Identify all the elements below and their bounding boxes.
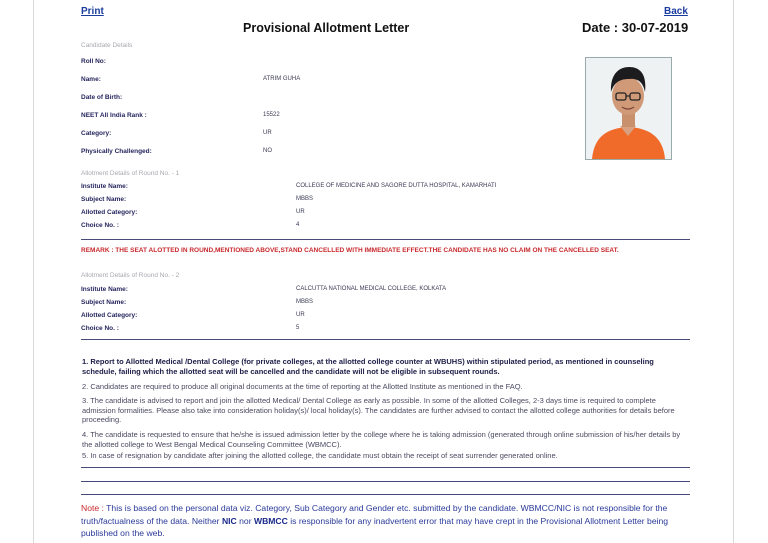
disclaimer-note [81, 502, 691, 540]
round2-choice-value: 5 [296, 325, 300, 331]
cancellation-remark: REMARK : THE SEAT ALOTTED IN ROUND,MENTIONED ABOVE,STAND CANCELLED WITH IMMEDIATE EFFECT.THE CANDIDATE HAS NO CLAIM ON THE CANCELLED SEAT. [81, 247, 619, 254]
category-label: Category: [81, 130, 112, 137]
physically-challenged-value: NO [263, 148, 272, 154]
instruction-item: 5. In case of resignation by candidate after joining the allotted college, the candidate must obtain the receipt of seat surrender generated online. [82, 451, 558, 460]
note-text: nor [236, 515, 254, 526]
page-title: Provisional Allotment Letter [243, 21, 410, 35]
instruction-item: 2. Candidates are required to produce all original documents at the time of reporting at the Allotted Institute as mentioned in the FAQ. [82, 382, 523, 391]
rank-label: NEET All India Rank : [81, 112, 147, 119]
round1-choice-label: Choice No. : [81, 222, 119, 229]
instruction-item: 1. Report to Allotted Medical /Dental College (for private colleges, at the allotted college counter at WBUHS) within stipulated period, as mentioned in counseling schedule, failing which the allotted seat will be cancelled and the candidate will not be eligible in subsequent rounds. [82, 357, 654, 376]
round1-choice-value: 4 [296, 222, 300, 228]
person-photo-icon [586, 58, 671, 159]
wbmcc-text: WBMCC [253, 515, 288, 526]
divider [81, 467, 690, 468]
round1-subject-label: Subject Name: [81, 196, 127, 203]
divider [81, 494, 690, 495]
round1-section-title: Allotment Details of Round No. - 1 [81, 170, 180, 177]
name-label: Name: [81, 76, 101, 83]
round2-choice-label: Choice No. : [81, 325, 119, 332]
round1-institute-value: COLLEGE OF MEDICINE AND SAGORE DUTTA HOSPITAL, KAMARHATI [296, 183, 497, 189]
physically-challenged-label: Physically Challenged: [81, 148, 152, 155]
nic-text: NIC [221, 515, 237, 526]
roll-no-label: Roll No: [81, 58, 106, 65]
instruction-item: 4. The candidate is requested to ensure that he/she is issued admission letter by the college where he is taking admission (generated through online submission of his/her details by the allotted college to West Bengal Medical Counseling Committee (WBMCC). [82, 430, 681, 449]
instruction-item: 3. The candidate is advised to report and join the allotted Medical/ Dental College as early as possible. In some of the allotted Colleges, 2-3 days time is required to complete admission formalities. Please also take into consideration holiday(s)/ local holiday(s). The candidates are further advised to contact the allotted college authorities for details before proceeding. [82, 396, 675, 424]
divider [81, 481, 690, 482]
print-link[interactable]: Print [81, 6, 104, 17]
name-value: ATRIM GUHA [263, 76, 301, 82]
round2-institute-value: CALCUTTA NATIONAL MEDICAL COLLEGE, KOLKATA [296, 286, 447, 292]
round1-subject-value: MBBS [296, 196, 314, 202]
round2-subject-value: MBBS [296, 299, 314, 305]
candidate-section-title: Candidate Details [81, 42, 133, 49]
note-prefix: Note : [81, 503, 107, 513]
letter-date: Date : 30-07-2019 [582, 20, 689, 35]
round2-subject-label: Subject Name: [81, 299, 127, 306]
back-link[interactable]: Back [664, 6, 688, 17]
round1-allotted-category-value: UR [296, 209, 305, 215]
round1-allotted-category-label: Allotted Category: [81, 209, 138, 216]
round2-institute-label: Institute Name: [81, 286, 128, 293]
round2-allotted-category-value: UR [296, 312, 305, 318]
note-text: This is based on the personal data viz. Category, Sub Category and Gender etc. submitted by the candidate. WBMCC/NIC is not responsible for the truth/factualness of the data. Neither [81, 503, 668, 526]
round2-section-title: Allotment Details of Round No. - 2 [81, 272, 180, 279]
category-value: UR [263, 130, 272, 136]
divider [81, 339, 690, 340]
divider [81, 239, 690, 240]
rank-value: 15522 [263, 112, 280, 118]
note-text: is responsible for any inadvertent error that may have crept in the Provisional Allotment Letter being published on the web. [81, 515, 669, 538]
round1-institute-label: Institute Name: [81, 183, 128, 190]
round2-allotted-category-label: Allotted Category: [81, 312, 138, 319]
candidate-photo [585, 57, 672, 160]
dob-label: Date of Birth: [81, 94, 123, 101]
